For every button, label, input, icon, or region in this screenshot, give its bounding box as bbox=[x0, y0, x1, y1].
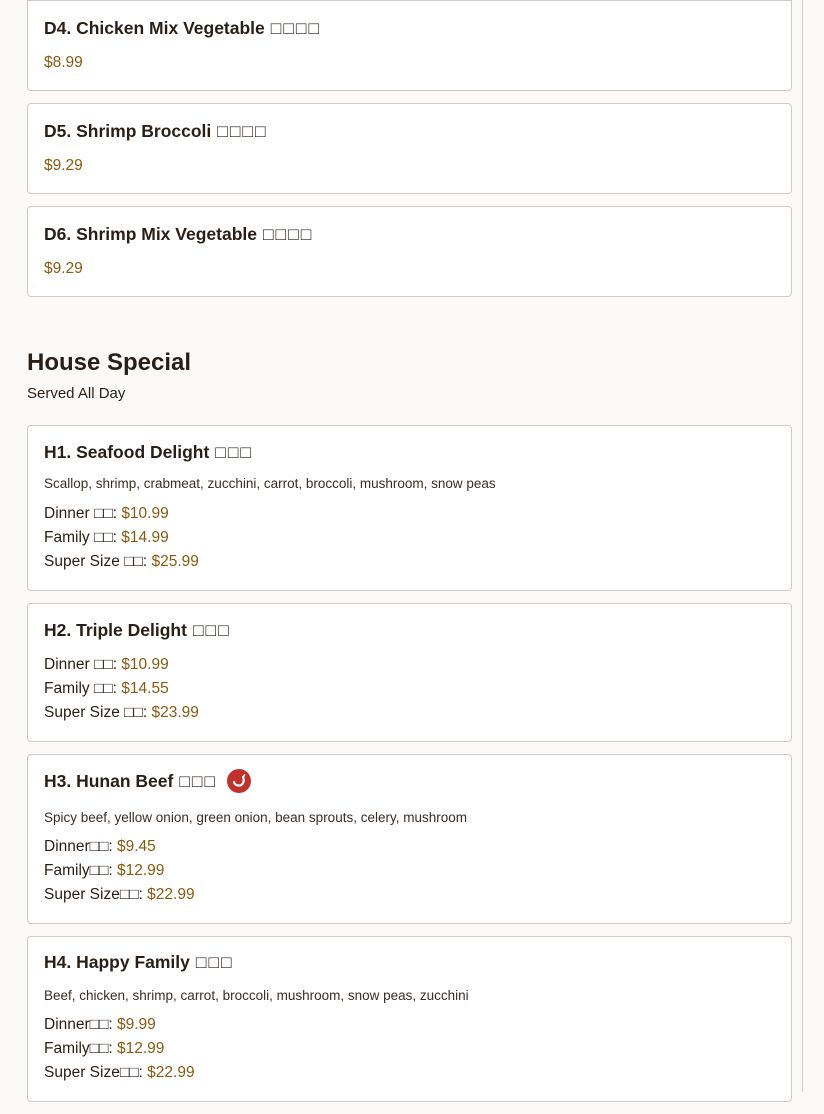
size-price-super bbox=[44, 1061, 195, 1085]
size-label: Super Size□□: bbox=[44, 886, 148, 903]
item-title bbox=[44, 951, 234, 973]
scrollbar-divider bbox=[802, 0, 803, 1092]
size-price-family bbox=[44, 526, 199, 550]
item-title bbox=[44, 769, 251, 793]
size-price: $9.45 bbox=[117, 838, 156, 855]
size-price: $10.99 bbox=[121, 505, 169, 522]
item-chinese-name: □□□ bbox=[215, 442, 254, 462]
item-title bbox=[44, 17, 321, 39]
section-header bbox=[27, 309, 792, 425]
item-chinese-name: □□□ bbox=[179, 771, 218, 791]
size-price-family bbox=[44, 1037, 195, 1061]
size-price-super bbox=[44, 550, 199, 574]
section-subtitle: Served All Day bbox=[27, 385, 126, 402]
size-price: $14.99 bbox=[121, 529, 169, 546]
size-price-list bbox=[44, 653, 199, 725]
item-name: D6. Shrimp Mix Vegetable bbox=[44, 224, 257, 244]
size-price-super bbox=[44, 883, 195, 907]
menu-column bbox=[27, 0, 792, 1114]
size-label: Family□□: bbox=[44, 1040, 117, 1057]
menu-item-card[interactable] bbox=[27, 425, 792, 591]
size-price-super bbox=[44, 701, 199, 725]
size-price-list bbox=[44, 835, 195, 907]
size-price-family bbox=[44, 677, 199, 701]
size-label: Super Size□□: bbox=[44, 1064, 148, 1081]
menu-item-card[interactable] bbox=[27, 103, 792, 194]
menu-item-card[interactable] bbox=[27, 754, 792, 924]
size-price: $12.99 bbox=[116, 862, 165, 879]
size-price-dinner bbox=[44, 653, 199, 677]
size-label: Dinner□□: bbox=[44, 838, 117, 855]
size-price: $25.99 bbox=[151, 553, 199, 570]
section-title: House Special bbox=[27, 349, 192, 376]
size-price-list bbox=[44, 502, 199, 574]
size-label: Super Size □□: bbox=[44, 704, 152, 721]
size-label: Family□□: bbox=[44, 862, 117, 879]
size-price: $12.99 bbox=[116, 1040, 165, 1057]
size-label: Family □□: bbox=[44, 680, 122, 697]
chili-pepper-icon bbox=[227, 769, 251, 793]
size-price-list bbox=[44, 1013, 195, 1085]
item-description: Scallop, shrimp, crabmeat, zucchini, carrot, broccoli, mushroom, snow peas bbox=[44, 476, 496, 491]
menu-item-card[interactable] bbox=[27, 603, 792, 742]
size-label: Dinner□□: bbox=[44, 1016, 117, 1033]
item-price: $8.99 bbox=[44, 54, 83, 71]
item-title bbox=[44, 120, 268, 142]
item-description: Beef, chicken, shrimp, carrot, broccoli, mushroom, snow peas, zucchini bbox=[44, 988, 469, 1003]
size-price: $10.99 bbox=[121, 656, 169, 673]
size-price: $22.99 bbox=[147, 886, 195, 903]
item-name: H2. Triple Delight bbox=[44, 620, 187, 640]
item-price: $9.29 bbox=[44, 260, 83, 277]
item-name: H1. Seafood Delight bbox=[44, 442, 210, 462]
item-chinese-name: □□□ bbox=[195, 952, 234, 972]
size-label: Dinner □□: bbox=[44, 505, 122, 522]
size-price: $22.99 bbox=[147, 1064, 195, 1081]
size-price: $9.99 bbox=[117, 1016, 156, 1033]
size-label: Super Size □□: bbox=[44, 553, 152, 570]
item-title bbox=[44, 619, 231, 641]
size-price-dinner bbox=[44, 502, 199, 526]
menu-item-card[interactable] bbox=[27, 206, 792, 297]
size-price-dinner bbox=[44, 1013, 195, 1037]
item-title bbox=[44, 223, 313, 245]
item-name: D5. Shrimp Broccoli bbox=[44, 121, 212, 141]
size-label: Dinner □□: bbox=[44, 656, 122, 673]
menu-item-card[interactable] bbox=[27, 936, 792, 1102]
item-name: H3. Hunan Beef bbox=[44, 771, 174, 791]
item-price: $9.29 bbox=[44, 157, 83, 174]
item-name: D4. Chicken Mix Vegetable bbox=[44, 18, 265, 38]
menu-item-card[interactable] bbox=[27, 0, 792, 91]
item-chinese-name: □□□□ bbox=[262, 224, 314, 244]
size-price: $23.99 bbox=[151, 704, 199, 721]
item-title bbox=[44, 441, 253, 463]
size-price-family bbox=[44, 859, 195, 883]
item-chinese-name: □□□□ bbox=[217, 121, 268, 141]
size-label: Family □□: bbox=[44, 529, 122, 546]
item-description: Spicy beef, yellow onion, green onion, bean sprouts, celery, mushroom bbox=[44, 810, 467, 825]
item-chinese-name: □□□ bbox=[192, 620, 231, 640]
item-name: H4. Happy Family bbox=[44, 952, 190, 972]
item-chinese-name: □□□□ bbox=[270, 18, 322, 38]
size-price: $14.55 bbox=[121, 680, 169, 697]
size-price-dinner bbox=[44, 835, 195, 859]
